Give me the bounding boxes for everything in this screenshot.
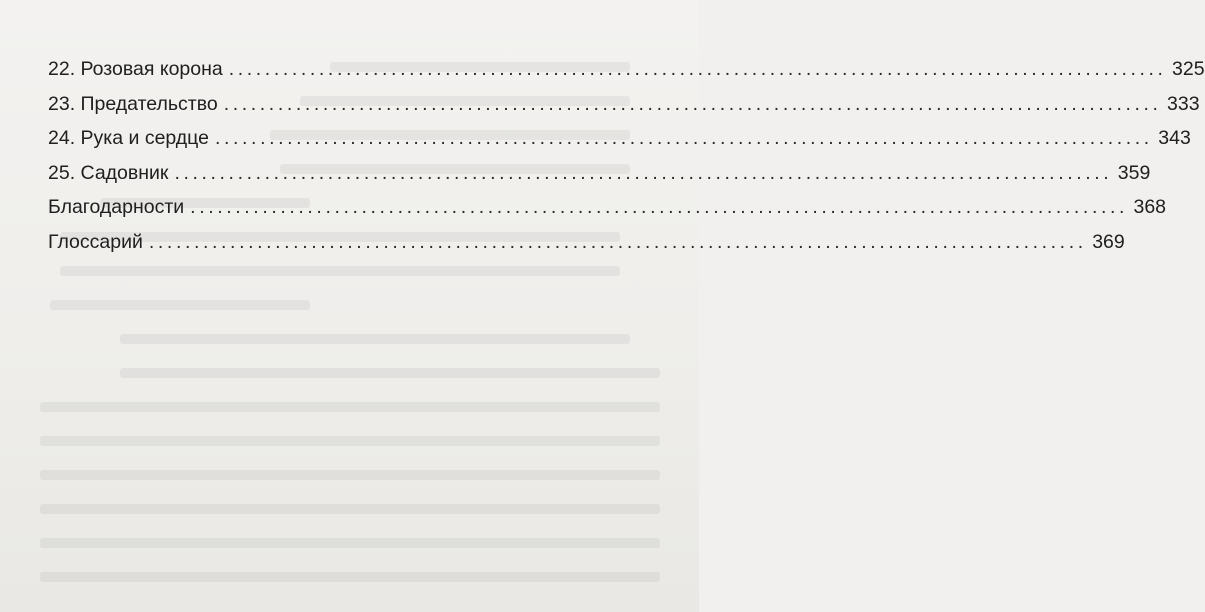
toc-entry-title: 23. Предательство — [48, 92, 218, 115]
toc-dot-leader: ........................................................................................................ — [190, 196, 1129, 218]
toc-entry — [48, 190, 1167, 225]
toc-dot-leader: ........................................................................................................ — [228, 58, 1167, 80]
toc-dot-leader: ........................................................................................................ — [214, 127, 1153, 149]
toc-dot-leader: ........................................................................................................ — [223, 92, 1162, 115]
toc-entry-title: Глоссарий — [48, 230, 143, 253]
toc-entry — [48, 156, 1151, 191]
toc-entry-page: 368 — [1133, 196, 1167, 218]
toc-entry-title: 24. Рука и сердце — [48, 127, 209, 149]
toc-entry-page: 325 — [1172, 58, 1205, 80]
toc-entry-title: 25. Садовник — [48, 161, 169, 184]
toc-entry-page: 369 — [1092, 230, 1125, 253]
toc-entry — [48, 87, 1200, 122]
toc-entry-page: 333 — [1167, 92, 1200, 115]
toc-entry — [48, 225, 1125, 260]
toc-entry — [48, 52, 1205, 87]
toc-entry-title: 22. Розовая корона — [48, 58, 223, 80]
toc-entry-title: Благодарности — [48, 196, 185, 218]
toc-entry-page: 343 — [1158, 127, 1191, 149]
toc-dot-leader: ........................................................................................................ — [174, 161, 1113, 184]
toc-entry — [48, 121, 1191, 156]
toc-entry-page: 359 — [1117, 161, 1151, 184]
toc-dot-leader: ........................................................................................................ — [148, 230, 1087, 253]
table-of-contents — [48, 52, 1205, 259]
